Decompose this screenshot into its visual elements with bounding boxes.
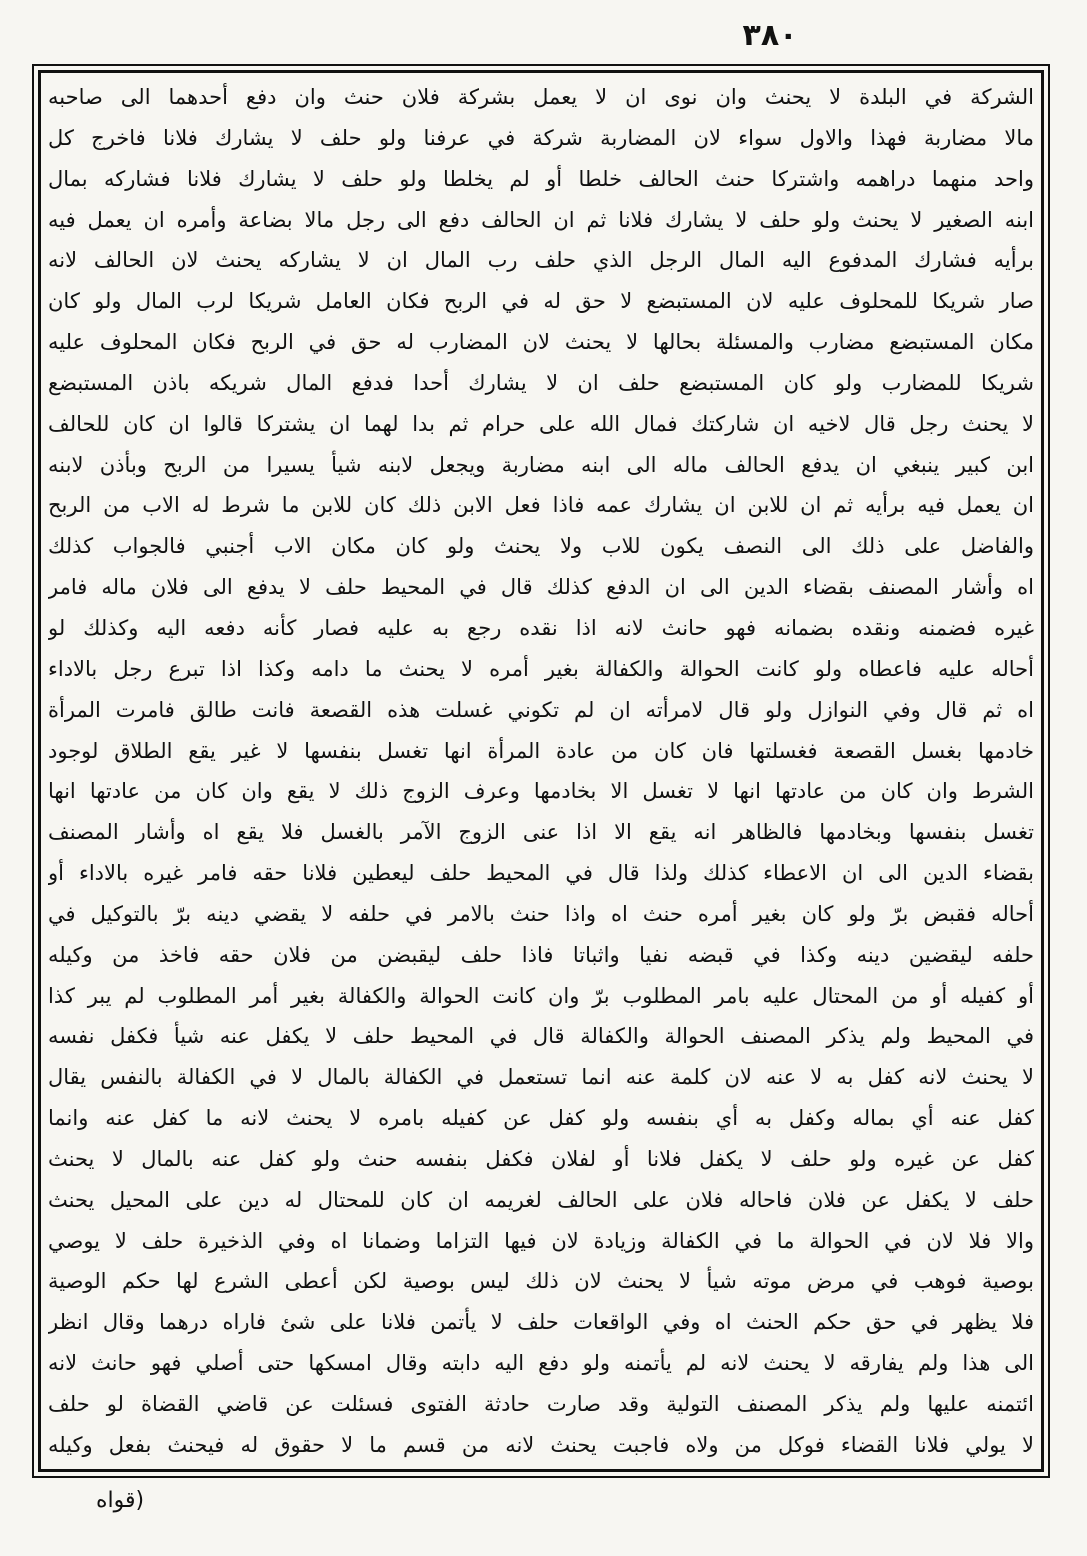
text-line: لا يحنث رجل قال لاخيه ان شاركتك فمال الله على حرام ثم بدا لهما ان يشتركا قالوا ان كان للحالف bbox=[48, 411, 1034, 436]
text-line: ان يعمل فيه برأيه ثم ان للابن ان يشارك عمه فاذا فعل الابن ذلك كان للابن ما شرط له الاب من الربح bbox=[48, 493, 1034, 518]
text-line: كفل عن غيره ولو حلف لا يكفل فلانا أو لفلان فكفل بنفسه حنث ولو كفل عنه بالمال لا يحنث bbox=[48, 1146, 1034, 1171]
text-line: مالا مضاربة فهذا والاول سواء لان المضاربة شركة في عرفنا ولو حلف لا يشارك فلانا فاخرج كل bbox=[48, 125, 1034, 150]
text-line: فلا يظهر في حق حكم الحنث اه وفي الواقعات حلف لا يأتمن فلانا على شئ فاراه درهما وقال انظر bbox=[48, 1310, 1034, 1335]
text-line: لا يولي فلانا القضاء فوكل من ولاه فاجبت يحنث لانه من قسم ما لا حقوق له فيحنث بفعل وكيله bbox=[48, 1432, 1034, 1457]
text-line: الشركة في البلدة لا يحنث وان نوى ان لا يعمل بشركة فلان حنث وان دفع أحدهما الى صاحبه bbox=[48, 85, 1034, 109]
text-line: مكان المستبضع مضارب والمسئلة بحالها لا يحنث لان المضارب له حق في الربح فكان المحلوف عليه bbox=[48, 330, 1034, 355]
catchword: (قواه bbox=[96, 1488, 145, 1513]
text-line: واحد منهما دراهمه واشتركا حنث الحالف خلطا أو لم يخلطا ولو حلف لا يشارك فلانا فشاركه بمال bbox=[48, 166, 1034, 191]
text-line: الشرط وان كان من عادتها انها لا تغسل الا بخادمها وعرف الزوج ذلك لا يقع وان كان من عادتها انها bbox=[48, 779, 1034, 804]
text-line: غيره فضمنه ونقده بضمانه فهو حانث لانه اذا نقده رجع به عليه فصار كأنه دفعه اليه وكذلك لو bbox=[48, 615, 1034, 640]
text-line: والا فلا لان في الحوالة ما في الكفالة وزيادة لان فيها التزاما وضمانا اه وفي الذخيرة حلف لا يوصي bbox=[48, 1228, 1034, 1253]
text-line: شريكا للمضارب ولو كان المستبضع حلف ان لا يشارك أحدا فدفع المال شريكه باذن المستبضع bbox=[48, 370, 1034, 395]
text-line: أحاله فقبض برّ ولو كان بغير أمره حنث اه واذا حنث بالامر في حلفه لا يقضي دينه برّ بالتوكيل في bbox=[48, 901, 1034, 926]
text-line: صار شريكا للمحلوف عليه لان المستبضع لا حق له في الربح فكان العامل شريكا لرب المال ولو كان bbox=[48, 289, 1034, 314]
text-line: حلف لا يكفل عن فلان فاحاله فلان على الحالف لغريمه ان كان للمحتال له دين على المحيل يحنث bbox=[48, 1187, 1034, 1212]
text-line: ابنه الصغير لا يحنث ولو حلف لا يشارك فلانا ثم ان الحالف دفع الى رجل مالا بضاعة وأمره ان يعمل فيه bbox=[48, 207, 1034, 232]
text-line: ابن كبير ينبغي ان يدفع الحالف ماله الى ابنه مضاربة ويجعل لابنه شيأ يسيرا من الربح وبأذن لابنه bbox=[48, 452, 1034, 477]
text-line: لا يحنث لانه كفل به لا عنه لان كلمة عنه انما تستعمل في الكفالة بالمال لا في الكفالة بالنفس يقال bbox=[48, 1065, 1034, 1090]
text-line: في المحيط ولم يذكر المصنف الحوالة والكفالة قال في المحيط حلف لا يكفل عنه شيأ فكفل نفسه bbox=[48, 1024, 1034, 1049]
text-line: أحاله عليه فاعطاه ولو كانت الحوالة والكفالة بغير أمره لا يحنث ما دامه وكذا اذا تبرع رجل بالاداء bbox=[48, 656, 1034, 681]
text-line: حلفه ليقضين دينه وكذا في قبضه نفيا واثباتا فاذا حلف ليقبضن من فلان حقه فاخذ من وكيله bbox=[48, 942, 1034, 967]
page-number: ٣٨٠ bbox=[742, 18, 798, 53]
text-line: اه ثم قال وفي النوازل ولو قال لامرأته ان لم تكوني غسلت هذه القصعة فانت طالق فامرت المرأة bbox=[48, 697, 1034, 722]
text-line: خادمها بغسل القصعة فغسلتها فان كان من عادة المرأة انها تغسل بنفسها لا غير يقع الطلاق لوجود bbox=[48, 738, 1034, 763]
text-line: تغسل بنفسها وبخادمها فالظاهر انه يقع الا اذا عنى الزوج الآمر بالغسل فلا يقع اه وأشار المصنف bbox=[48, 820, 1034, 845]
text-line: ائتمنه عليها ولم يذكر المصنف التولية وقد صارت حادثة الفتوى فسئلت عن قاضي القضاة لو حلف bbox=[48, 1392, 1034, 1416]
text-line: والفاضل على ذلك الى النصف يكون للاب ولا يحنث ولو كان مكان الاب أجنبي فالجواب كذلك bbox=[48, 534, 1034, 559]
text-line: بوصية فوهب في مرض موته شيأ لا يحنث لان ذلك ليس بوصية لكن أعطى الشرع لها حكم الوصية bbox=[48, 1269, 1034, 1294]
text-line: أو كفيله أو من المحتال عليه بامر المطلوب برّ وان كانت الحوالة والكفالة بغير أمر المطلوب لم يبر كذا bbox=[48, 983, 1034, 1008]
text-line: اه وأشار المصنف بقضاء الدين الى ان الدفع كذلك قال في المحيط حلف لا يدفع الى فلان ماله فامر bbox=[48, 575, 1034, 600]
text-line: بقضاء الدين الى ان الاعطاء كذلك ولذا قال في المحيط حلف ليعطين فلانا حقه فامر غيره بالاداء أو bbox=[48, 861, 1034, 886]
text-line: الى هذا ولم يفارقه لا يحنث لانه لم يأتمنه ولو دفع اليه دابته وقال امسكها حتى أصلي فهو حانث لانه bbox=[48, 1351, 1034, 1376]
text-line: برأيه فشارك المدفوع اليه المال الرجل الذي حلف رب المال ان لا يشاركه يحنث لان الحالف لانه bbox=[48, 248, 1034, 273]
text-line: كفل عنه أي بماله وكفل به أي بنفسه ولو كفل عن كفيله بامره لا يحنث لانه ما كفل عنه وانما bbox=[48, 1106, 1034, 1131]
main-text-block bbox=[48, 76, 1034, 1466]
